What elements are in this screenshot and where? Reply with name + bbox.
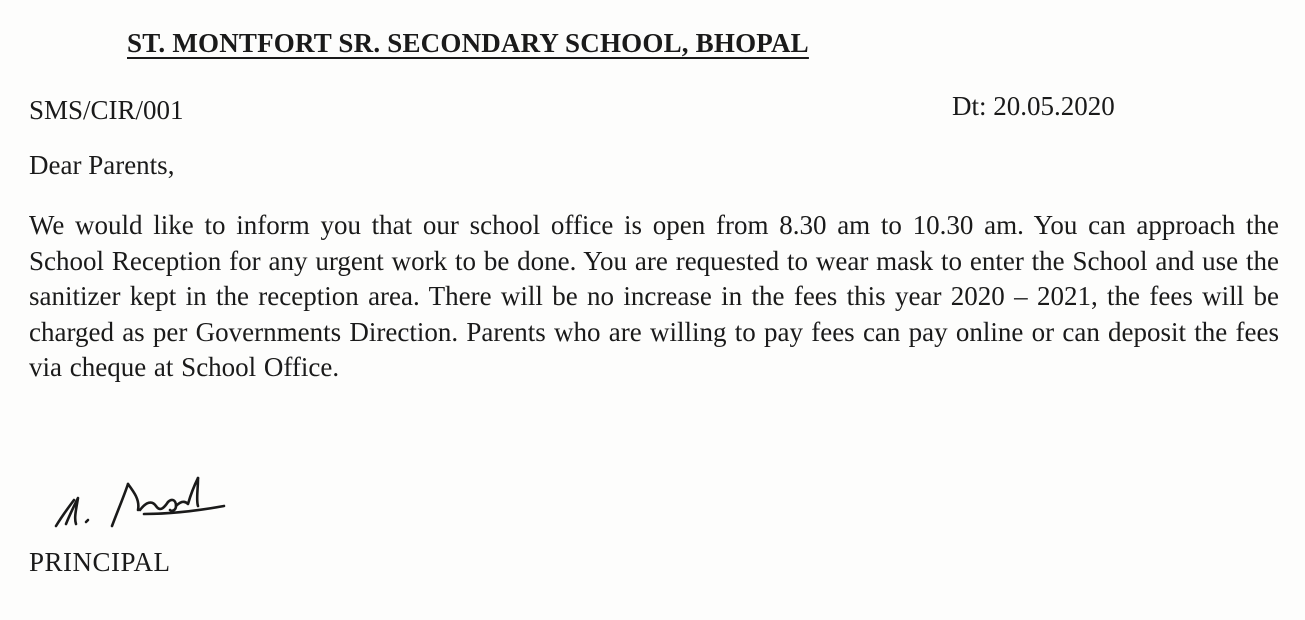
school-name-heading: ST. MONTFORT SR. SECONDARY SCHOOL, BHOPAL: [127, 28, 809, 58]
letter-body: We would like to inform you that our school office is open from 8.30 am to 10.30 am. You can approach the School Reception for any urgent work to be done. You are requested to wear mask to enter the School and use the sanitizer kept in the reception area. There will be no increase in the fees this year 2020 – 2021, the fees will be charged as per Governments Direction. Parents who are willing to pay fees can pay online or can deposit the fees via cheque at School Office.: [29, 210, 1279, 382]
principal-signature: [52, 470, 232, 540]
salutation: Dear Parents,: [29, 150, 175, 180]
reference-number: SMS/CIR/001: [29, 95, 184, 125]
signatory-designation: PRINCIPAL: [29, 547, 171, 577]
letter-date: Dt: 20.05.2020: [952, 91, 1115, 121]
